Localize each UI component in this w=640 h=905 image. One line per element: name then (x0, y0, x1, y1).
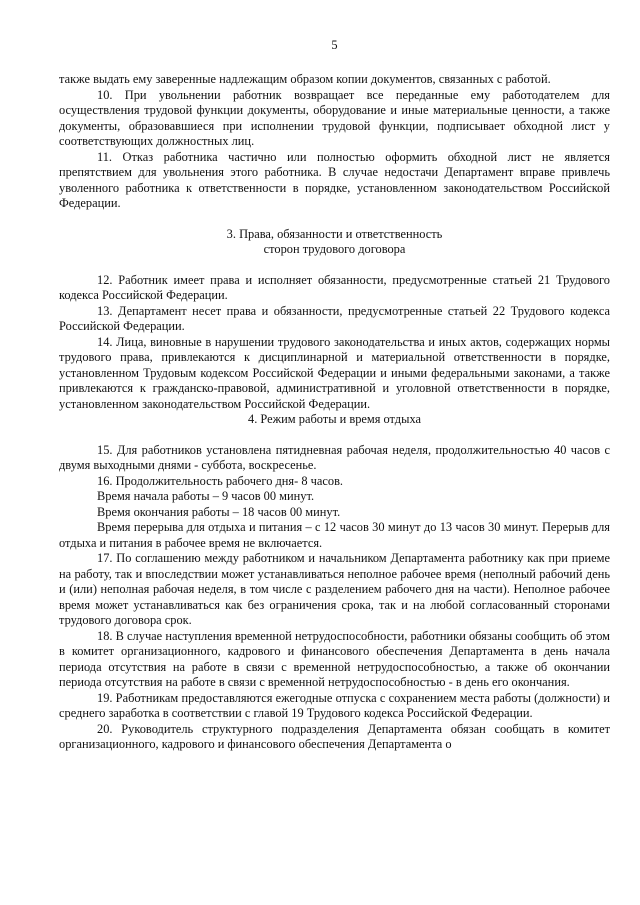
paragraph-11: 11. Отказ работника частично или полностью оформить обходной лист не является препятствием для увольнения этого работника. В случае недостачи Департамент вправе привлечь уволенного работника к ответственности в порядке, установленном законодательством Российской Федерации. (59, 149, 610, 210)
paragraph-18: 18. В случае наступления временной нетрудоспособности, работники обязаны сообщить об этом в комитет организационного, кадрового и финансового обеспечения Департамента в день начала периода отсутствия на работе в связи с временной нетрудоспособностью, а также об окончании периода отсутствия на работе в связи с временной нетрудоспособностью - в день его окончания. (59, 628, 610, 689)
paragraph-16: 16. Продолжительность рабочего дня- 8 часов. (97, 473, 344, 488)
paragraph-14: 14. Лица, виновные в нарушении трудового законодательства и иных актов, содержащих нормы трудового права, привлекаются к дисциплинарной и материальной ответственности в порядке, установленном Трудовым кодексом Российской Федерации и иными федеральными законами, а также привлекаются к гражданско-правовой, административной и уголовной ответственности в порядке, установленном законодательством Российской Федерации. (59, 334, 610, 411)
paragraph-16-end-time: Время окончания работы – 18 часов 00 минут. (97, 504, 341, 519)
section-4-heading: 4. Режим работы и время отдыха (248, 412, 421, 426)
paragraph-15: 15. Для работников установлена пятидневная рабочая неделя, продолжительностью 40 часов с двумя выходными днями - суббота, воскресенье. (59, 442, 610, 472)
section-3-heading (59, 227, 610, 258)
page-number: 5 (331, 38, 338, 52)
paragraph-continuation: также выдать ему заверенные надлежащим образом копии документов, связанных с работой. (59, 72, 551, 86)
paragraph-16-break-time: Время перерыва для отдыха и питания – с 12 часов 30 минут до 13 часов 30 минут. Перерыв для отдыха и питания в рабочее время не включается. (59, 520, 610, 550)
paragraph-12: 12. Работник имеет права и исполняет обязанности, предусмотренные статьей 21 Трудового кодекса Российской Федерации. (59, 272, 610, 302)
section-3-title-line-1: 3. Права, обязанности и ответственность (226, 226, 443, 241)
section-3-title-line-2: сторон трудового договора (263, 242, 406, 256)
paragraph-10: 10. При увольнении работник возвращает все переданные ему работодателем для осуществления трудовой функции документы, оборудование и иные материальные ценности, а также документы, образовавшиеся при исполнении трудовой функции, подписывает обходной лист у соответствующих должностных лиц. (59, 87, 610, 148)
paragraph-17: 17. По соглашению между работником и начальником Департамента работнику как при приеме на работу, так и впоследствии может устанавливаться неполное рабочее время (неполный рабочий день и (или) неполная рабочая неделя, в том числе с разделением рабочего дня на части). Неполное рабочее время может устанавливаться как без ограничения срока, так и на любой согласованный сторонами трудового договора срок. (59, 551, 610, 627)
document-body (59, 72, 610, 753)
paragraph-13: 13. Департамент несет права и обязанности, предусмотренные статьей 22 Трудового кодекса Российской Федерации. (59, 303, 610, 333)
paragraph-16-start-time: Время начала работы – 9 часов 00 минут. (97, 489, 315, 503)
paragraph-19: 19. Работникам предоставляются ежегодные отпуска с сохранением места работы (должности) и среднего заработка в соответствии с главой 19 Трудового кодекса Российской Федерации. (59, 690, 610, 720)
paragraph-20: 20. Руководитель структурного подразделения Департамента обязан сообщать в комитет организационного, кадрового и финансового обеспечения Департамента о (59, 721, 610, 751)
